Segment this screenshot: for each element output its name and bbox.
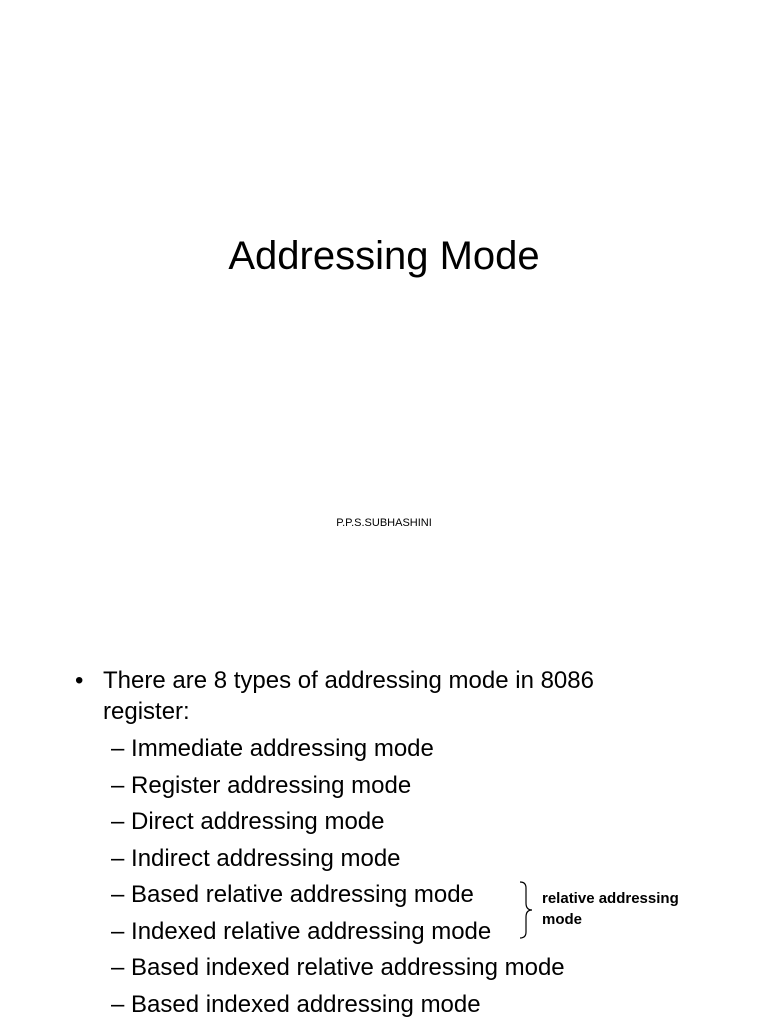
list-item-text: Based indexed relative addressing mode: [131, 954, 565, 981]
list-item-text: Immediate addressing mode: [131, 735, 434, 762]
dash-marker: –: [111, 990, 125, 1018]
dash-marker: –: [111, 917, 125, 945]
dash-marker: –: [111, 771, 125, 799]
list-item-text: Register addressing mode: [131, 771, 412, 799]
list-item-text: Based relative addressing mode: [131, 881, 474, 908]
list-item: [111, 804, 675, 841]
bullet-marker: •: [75, 667, 84, 694]
list-item-text: Indexed relative addressing mode: [131, 917, 492, 945]
list-item: [111, 841, 675, 878]
relative-addressing-annotation: [542, 888, 742, 930]
list-item: [111, 987, 675, 1024]
curly-brace-icon: [515, 881, 535, 939]
dash-marker: –: [111, 735, 125, 762]
dash-marker: –: [111, 881, 125, 908]
bullet-intro-line-1: There are 8 types of addressing mode in 8086: [103, 667, 594, 694]
annotation-line-2: mode: [542, 911, 583, 928]
bullet-intro-line-2: register:: [103, 698, 190, 725]
list-item-text: Based indexed addressing mode: [131, 990, 481, 1018]
list-item: [111, 731, 675, 768]
dash-marker: –: [111, 954, 125, 981]
dash-marker: –: [111, 844, 125, 872]
list-item: [111, 768, 675, 805]
annotation-line-1: relative addressing: [542, 890, 679, 907]
list-item-text: Indirect addressing mode: [131, 844, 401, 872]
addressing-mode-list: [75, 731, 675, 1023]
main-bullet: [75, 665, 675, 727]
list-item: [111, 950, 675, 987]
slide-title: Addressing Mode: [228, 234, 540, 278]
addressing-modes-bullet-block: [75, 665, 675, 1023]
dash-marker: –: [111, 808, 125, 835]
list-item-text: Direct addressing mode: [131, 808, 385, 835]
slide-author: P.P.S.SUBHASHINI: [336, 517, 432, 529]
